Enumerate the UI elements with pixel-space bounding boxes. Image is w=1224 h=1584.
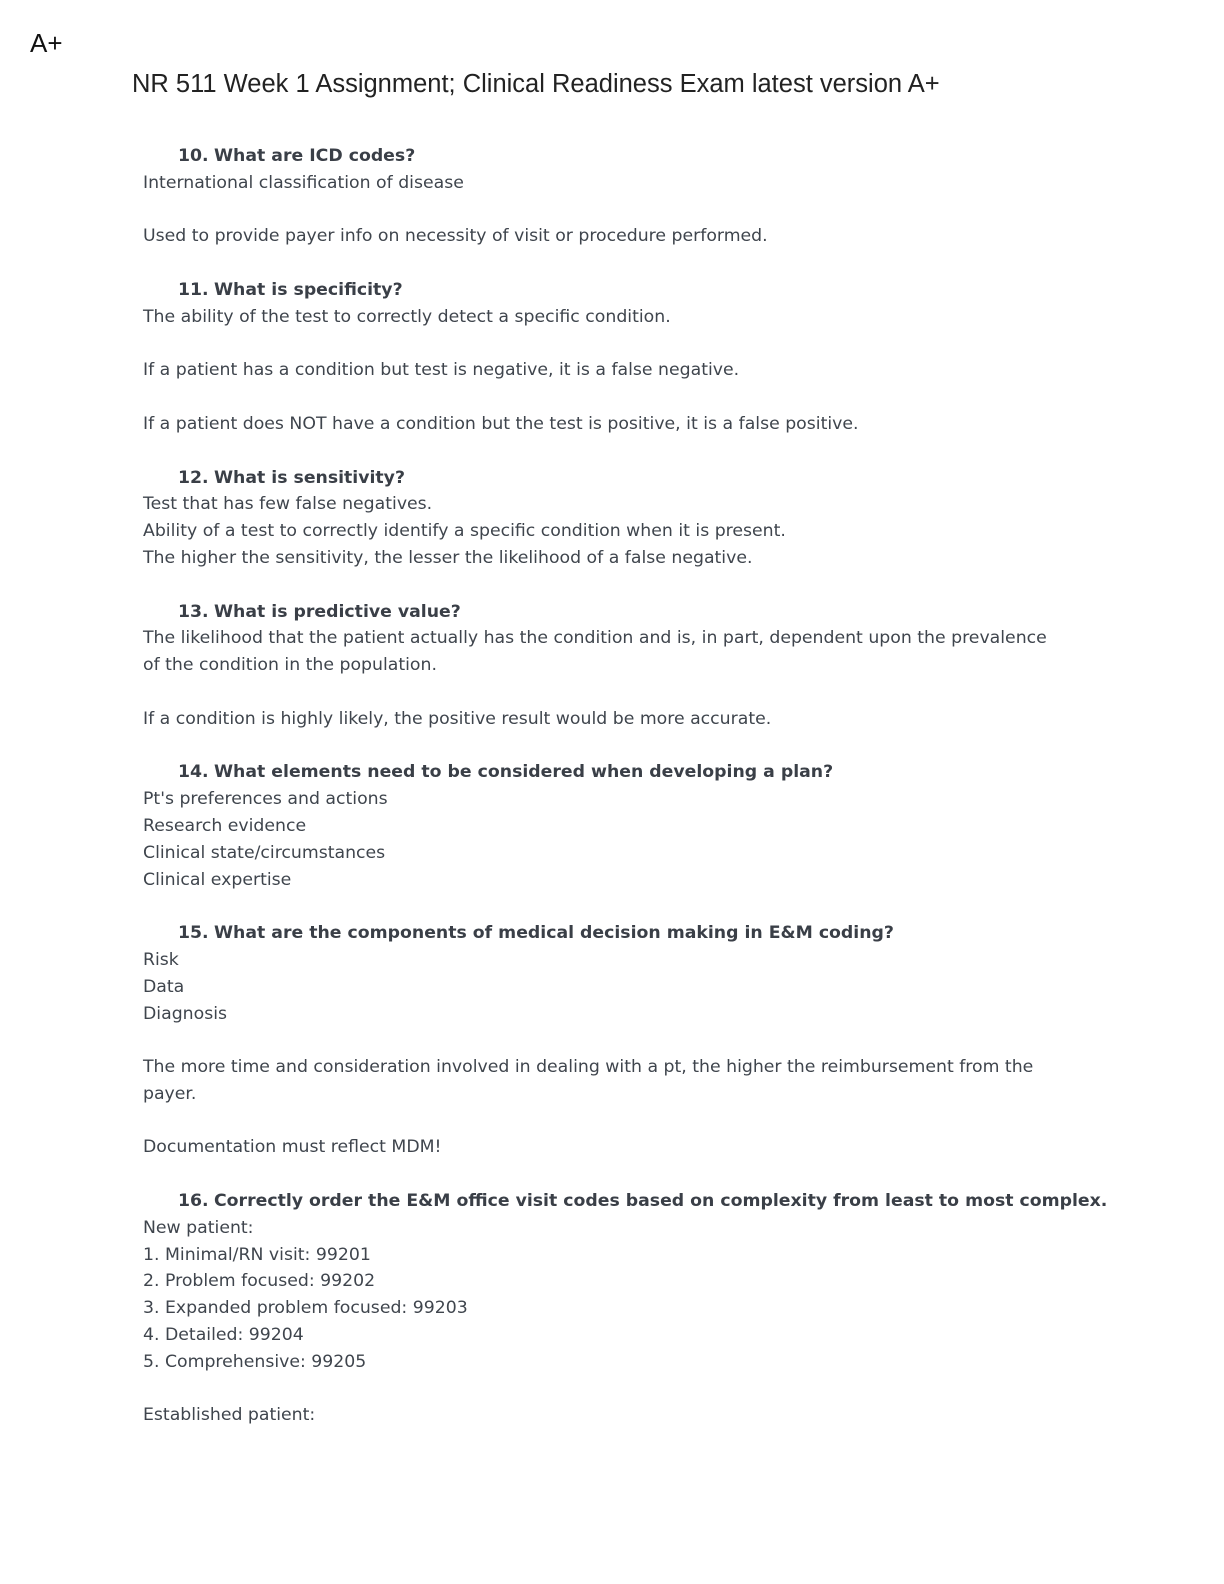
document-title: NR 511 Week 1 Assignment; Clinical Readiness Exam latest version A+ bbox=[132, 70, 940, 98]
question-text: Correctly order the E&M office visit codes based on complexity from least to most complex. bbox=[214, 1191, 1108, 1212]
blank-line bbox=[143, 438, 1083, 465]
answer-line: 1. Minimal/RN visit: 99201 bbox=[143, 1244, 371, 1265]
question-number: 15. bbox=[178, 923, 209, 944]
question-text: What elements need to be considered when developing a plan? bbox=[214, 762, 834, 783]
blank-line bbox=[143, 1161, 1083, 1188]
answer-line: Documentation must reflect MDM! bbox=[143, 1137, 442, 1158]
answer-line: Test that has few false negatives. bbox=[143, 494, 433, 515]
question-heading bbox=[178, 277, 1083, 304]
question-number: 10. bbox=[178, 146, 209, 166]
question-text: What is specificity? bbox=[214, 279, 403, 300]
question-text: What is predictive value? bbox=[214, 601, 461, 622]
question-heading bbox=[178, 759, 1083, 786]
answer-line: of the condition in the population. bbox=[143, 655, 437, 676]
answer-line: International classification of disease bbox=[143, 172, 464, 193]
blank-line bbox=[143, 572, 1083, 599]
question-heading bbox=[178, 920, 1083, 947]
answer-line: New patient: bbox=[143, 1217, 254, 1238]
blank-line bbox=[143, 331, 1083, 358]
answer-line: The more time and consideration involved in dealing with a pt, the higher the reimbursement from the bbox=[143, 1057, 1034, 1078]
answer-line: 5. Comprehensive: 99205 bbox=[143, 1351, 367, 1372]
answer-line: 4. Detailed: 99204 bbox=[143, 1325, 304, 1346]
question-text: What are ICD codes? bbox=[214, 146, 416, 166]
answer-line: 3. Expanded problem focused: 99203 bbox=[143, 1298, 468, 1319]
answer-line: Clinical expertise bbox=[143, 869, 292, 890]
answer-line: Data bbox=[143, 976, 185, 997]
question-number: 12. bbox=[178, 467, 209, 488]
answer-line: If a condition is highly likely, the positive result would be more accurate. bbox=[143, 708, 772, 729]
answer-line: The ability of the test to correctly detect a specific condition. bbox=[143, 306, 671, 327]
blank-line bbox=[143, 1108, 1083, 1135]
answer-line: If a patient has a condition but test is negative, it is a false negative. bbox=[143, 360, 740, 381]
question-text: What is sensitivity? bbox=[214, 467, 405, 488]
answer-line: Established patient: bbox=[143, 1405, 316, 1426]
blank-line bbox=[143, 733, 1083, 760]
question-number: 13. bbox=[178, 601, 209, 622]
grade-mark: A+ bbox=[30, 28, 63, 58]
answer-line: Diagnosis bbox=[143, 1003, 228, 1024]
question-number: 16. bbox=[178, 1191, 209, 1212]
answer-line: If a patient does NOT have a condition but the test is positive, it is a false positive. bbox=[143, 413, 859, 434]
answer-line: The likelihood that the patient actually has the condition and is, in part, dependent upon the prevalence bbox=[143, 628, 1047, 649]
blank-line bbox=[143, 250, 1083, 277]
question-number: 11. bbox=[178, 279, 209, 300]
blank-line bbox=[143, 1027, 1083, 1054]
blank-line bbox=[143, 197, 1083, 224]
blank-line bbox=[143, 893, 1083, 920]
answer-line: payer. bbox=[143, 1083, 197, 1104]
blank-line bbox=[143, 384, 1083, 411]
question-heading bbox=[178, 1188, 1108, 1215]
answer-line: 2. Problem focused: 99202 bbox=[143, 1271, 376, 1292]
answer-line: Research evidence bbox=[143, 815, 307, 836]
question-number: 14. bbox=[178, 762, 209, 783]
answer-line: Used to provide payer info on necessity of visit or procedure performed. bbox=[143, 226, 768, 247]
answer-line: The higher the sensitivity, the lesser the likelihood of a false negative. bbox=[143, 547, 753, 568]
answer-line: Clinical state/circumstances bbox=[143, 842, 386, 863]
document-body bbox=[143, 143, 1108, 1429]
question-heading bbox=[178, 599, 1083, 626]
answer-line: Risk bbox=[143, 949, 179, 970]
answer-line: Ability of a test to correctly identify a specific condition when it is present. bbox=[143, 521, 786, 542]
answer-line: Pt's preferences and actions bbox=[143, 789, 388, 810]
question-text: What are the components of medical decision making in E&M coding? bbox=[214, 923, 894, 944]
question-heading bbox=[178, 143, 1083, 170]
question-heading bbox=[178, 465, 1083, 492]
blank-line bbox=[143, 679, 1083, 706]
blank-line bbox=[143, 1376, 1083, 1403]
